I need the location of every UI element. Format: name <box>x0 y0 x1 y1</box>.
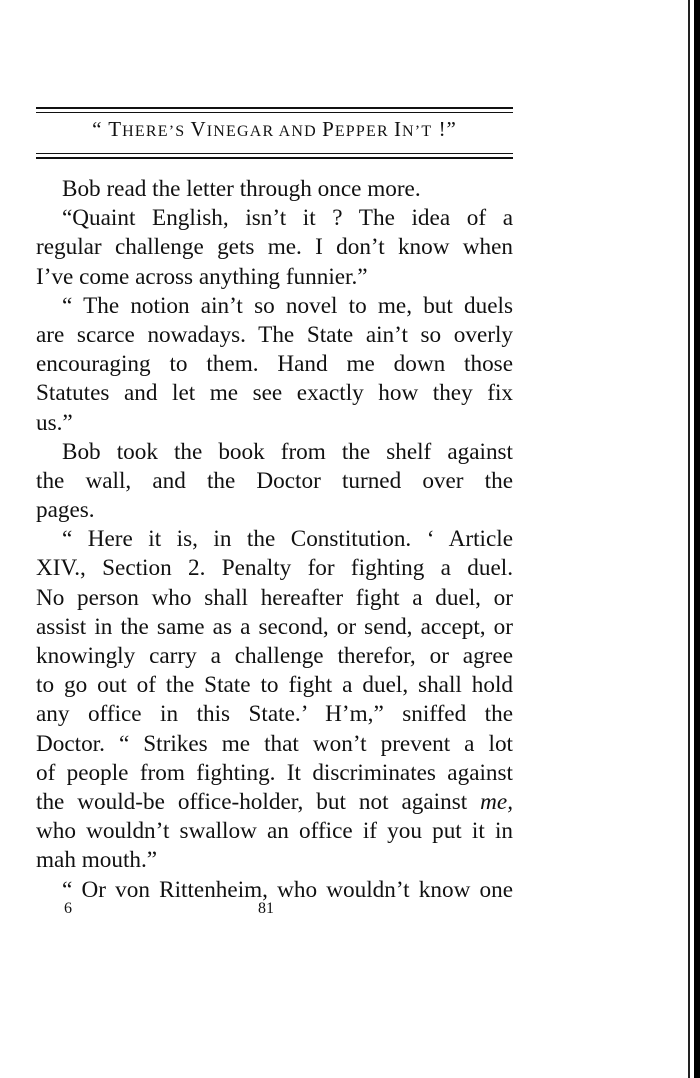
text-line <box>36 554 513 583</box>
text-line-content: to go out of the State to fight a duel, shall hold <box>36 672 513 699</box>
running-head-part: !” <box>432 117 457 141</box>
running-head-part: V <box>190 117 207 141</box>
text-line <box>36 613 513 642</box>
page-edge <box>694 0 700 1078</box>
running-head-part: N’T <box>402 123 433 140</box>
header-rule-top-thick <box>36 107 513 109</box>
text-line-content: pages. <box>36 497 95 524</box>
text-line-content: I’ve come across anything funnier.” <box>36 263 368 290</box>
text-line-content: assist in the same as a second, or send, accept, or <box>36 613 513 640</box>
text-line <box>36 350 513 379</box>
running-head-part: EPPER <box>334 123 395 140</box>
text-line-content: knowingly carry a challenge therefor, or agree <box>36 643 513 669</box>
text-line-content: who wouldn’t swallow an office if you put it in <box>36 818 513 845</box>
text-line <box>36 204 513 233</box>
text-line <box>36 584 513 613</box>
text-line <box>36 700 513 729</box>
text-line-content: Statutes and let me see exactly how they fix <box>36 380 513 407</box>
text-line-content: any office in this State.’ H’m,” sniffed the <box>36 701 513 728</box>
text-line <box>36 671 513 700</box>
text-line-content: “ Here it is, in the Constitution. ‘ Article <box>62 526 513 553</box>
text-line <box>36 263 513 292</box>
text-line-content: encouraging to them. Hand me down those <box>36 351 513 378</box>
text-line <box>36 817 513 846</box>
text-line-content: mah mouth.” <box>36 847 158 874</box>
header-rule-top-thin <box>36 112 513 113</box>
signature-mark: 6 <box>64 900 72 917</box>
header-rule-bottom-thick <box>36 157 513 159</box>
text-line-content: “ The notion ain’t so novel to me, but duels <box>62 292 513 319</box>
text-line <box>36 321 513 350</box>
body-text <box>36 175 513 905</box>
text-line-content: Doctor. “ Strikes me that won’t prevent a lot <box>36 730 513 757</box>
text-line-content: of people from fighting. It discriminates against <box>36 759 513 786</box>
page-number: 81 <box>258 900 274 917</box>
text-line <box>36 759 513 788</box>
text-line-content: “ Or von Rittenheim, who wouldn’t know one <box>62 876 513 903</box>
text-line <box>36 846 513 875</box>
text-line-content: Bob read the letter through once more. <box>62 176 421 202</box>
running-head-part: HERE’S <box>122 123 191 140</box>
text-line-content: are scarce nowadays. The State ain’t so overly <box>36 321 513 348</box>
running-head-part: P <box>322 117 335 141</box>
text-line <box>36 525 513 554</box>
text-line <box>36 788 513 817</box>
text-line <box>36 175 513 204</box>
text-line <box>36 292 513 321</box>
text-line <box>36 730 513 759</box>
text-line-content: “Quaint English, isn’t it ? The idea of a <box>62 205 513 232</box>
page-footer <box>36 900 513 924</box>
text-line <box>36 438 513 467</box>
header-rule-bottom-thin <box>36 153 513 154</box>
text-line-content: No person who shall hereafter fight a duel, or <box>36 584 513 611</box>
text-line <box>36 496 513 525</box>
page-edge-shadow <box>688 0 690 1078</box>
text-line <box>36 467 513 496</box>
text-line <box>36 233 513 262</box>
text-line-content: the wall, and the Doctor turned over the <box>36 467 513 494</box>
text-line-content: Bob took the book from the shelf against <box>62 438 513 465</box>
italic-emphasis: me, <box>480 788 513 815</box>
text-line-content: the would-be office-holder, but not against <box>36 788 468 815</box>
text-line <box>36 379 513 408</box>
text-line-content: regular challenge gets me. I don’t know when <box>36 234 513 261</box>
running-head-part: INEGAR AND <box>206 123 323 140</box>
text-line <box>36 409 513 438</box>
text-line-content: us.” <box>36 409 73 436</box>
running-head-part: I <box>394 117 403 141</box>
text-line-content: XIV., Section 2. Penalty for fighting a duel. <box>36 555 513 582</box>
running-head <box>36 117 513 142</box>
running-head-part: “ T <box>92 117 123 141</box>
text-line <box>36 642 513 671</box>
